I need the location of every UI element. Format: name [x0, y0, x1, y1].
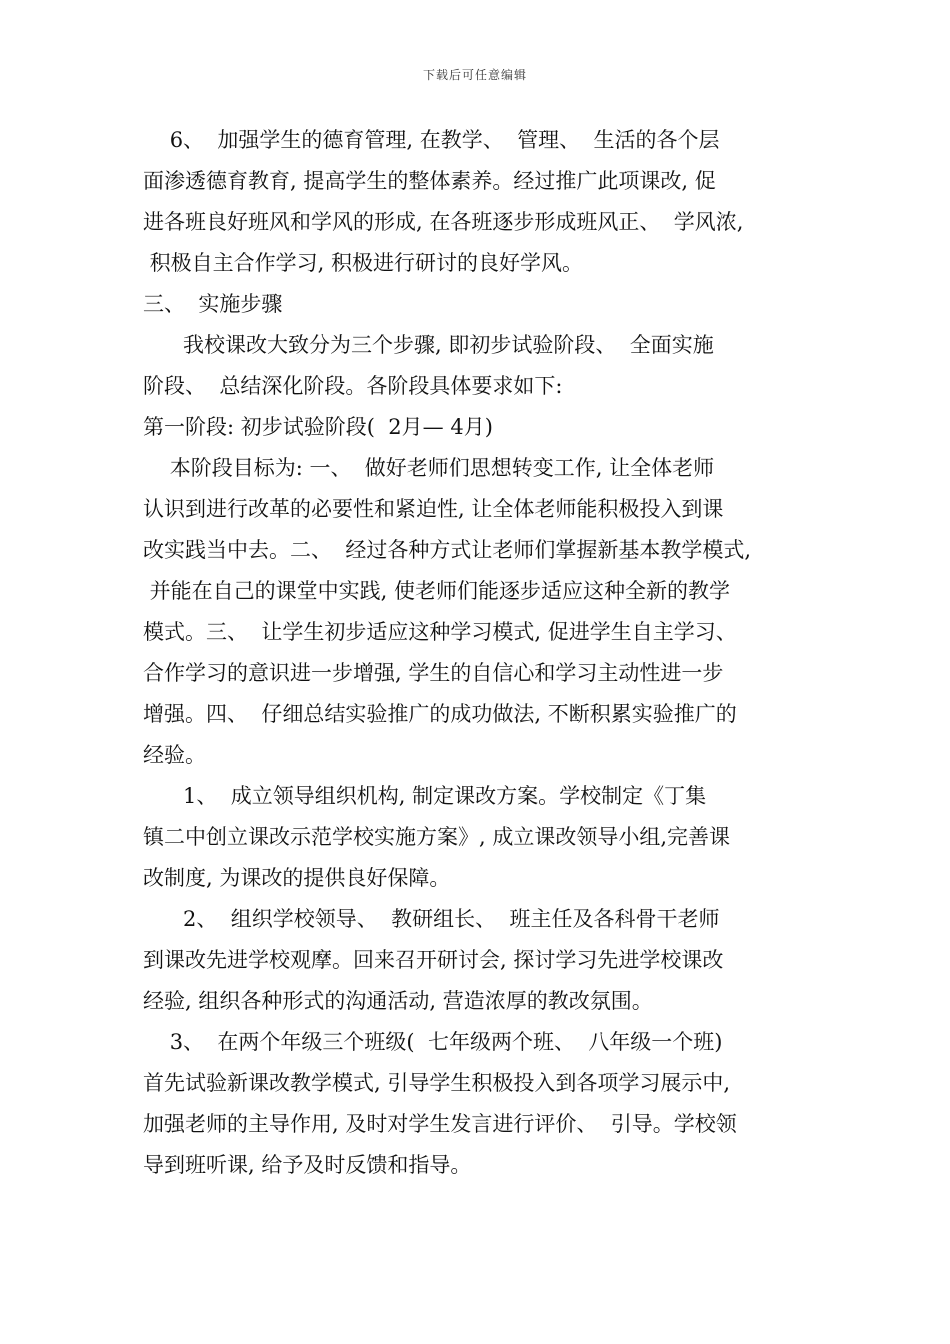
text-line: 积极自主合作学习, 积极进行研讨的良好学风。: [143, 251, 584, 275]
text-line: 本阶段目标为: 一、 做好老师们思想转变工作, 让全体老师: [143, 456, 715, 480]
text-line: 2、 组织学校领导、 教研组长、 班主任及各科骨干老师: [143, 907, 720, 931]
text-line: 3、 在两个年级三个班级( 七年级两个班、 八年级一个班): [143, 1030, 723, 1054]
text-line: 到课改先进学校观摩。回来召开研讨会, 探讨学习先进学校课改: [143, 948, 724, 972]
text-line: 我校课改大致分为三个步骤, 即初步试验阶段、 全面实施: [143, 333, 714, 357]
text-line: 经验, 组织各种形式的沟通活动, 营造浓厚的教改氛围。: [143, 989, 653, 1013]
text-line: 阶段、 总结深化阶段。各阶段具体要求如下:: [143, 374, 563, 398]
text-line: 改实践当中去。二、 经过各种方式让老师们掌握新基本教学模式,: [143, 538, 752, 562]
stage-heading: 第一阶段: 初步试验阶段( 2月— 4月): [143, 415, 493, 439]
text-line: 认识到进行改革的必要性和紧迫性, 让全体老师能积极投入到课: [143, 497, 724, 521]
text-line: 改制度, 为课改的提供良好保障。: [143, 866, 451, 890]
text-line: 首先试验新课改教学模式, 引导学生积极投入到各项学习展示中,: [143, 1071, 731, 1095]
document-body: [143, 120, 823, 1186]
text-line: 并能在自己的课堂中实践, 使老师们能逐步适应这种全新的教学: [143, 579, 731, 603]
text-line: 6、 加强学生的德育管理, 在教学、 管理、 生活的各个层: [143, 128, 720, 152]
text-line: 合作学习的意识进一步增强, 学生的自信心和学习主动性进一步: [143, 661, 724, 685]
text-line: 导到班听课, 给予及时反馈和指导。: [143, 1153, 472, 1177]
section-heading: 三、 实施步骤: [143, 292, 283, 316]
text-line: 面渗透德育教育, 提高学生的整体素养。经过推广此项课改, 促: [143, 169, 716, 193]
text-line: 模式。三、 让学生初步适应这种学习模式, 促进学生自主学习、: [143, 620, 737, 644]
text-line: 经验。: [143, 743, 206, 767]
header-note: 下载后可任意编辑: [422, 68, 527, 82]
text-line: 加强老师的主导作用, 及时对学生发言进行评价、 引导。学校领: [143, 1112, 737, 1136]
text-line: 增强。四、 仔细总结实验推广的成功做法, 不断积累实验推广的: [143, 702, 737, 726]
text-line: 镇二中创立课改示范学校实施方案》, 成立课改领导小组,完善课: [143, 825, 731, 849]
text-line: 1、 成立领导组织机构, 制定课改方案。学校制定《丁集: [143, 784, 707, 808]
text-line: 进各班良好班风和学风的形成, 在各班逐步形成班风正、 学风浓,: [143, 210, 744, 234]
